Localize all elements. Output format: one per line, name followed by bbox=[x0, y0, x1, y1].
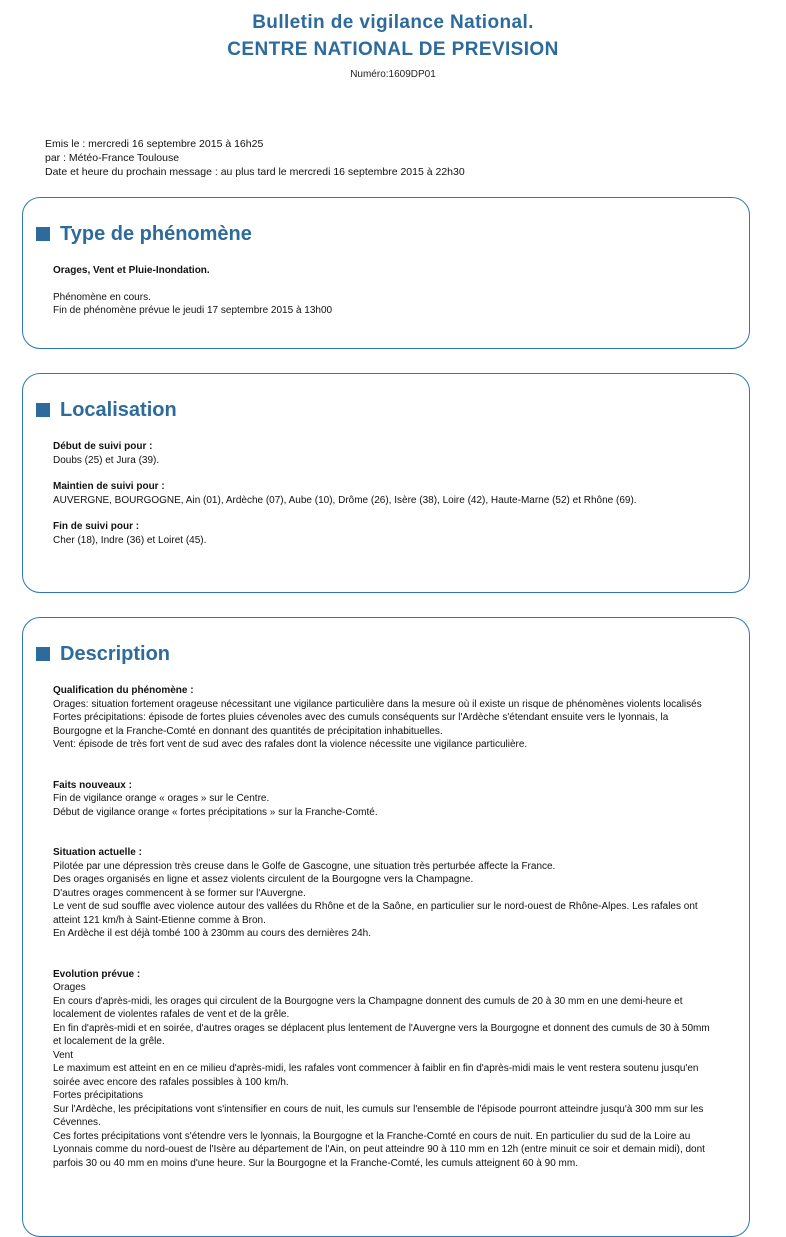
emission-info bbox=[45, 137, 465, 179]
description-panel bbox=[22, 617, 750, 1237]
faits-nouveaux-1: Fin de vigilance orange « orages » sur le Centre. bbox=[53, 793, 270, 804]
qualification-orages: Orages: situation fortement orageuse nécessitant une vigilance particulière dans la mesure où il existe un risque de phénomènes violents localisés bbox=[53, 698, 702, 710]
phenomenes-list: Orages, Vent et Pluie-Inondation. bbox=[53, 265, 210, 276]
localisation-heading bbox=[23, 396, 749, 424]
situation-5: En Ardèche il est déjà tombé 100 à 230mm au cours des dernières 24h. bbox=[53, 928, 371, 939]
evolution-1: Orages bbox=[53, 982, 86, 993]
faits-nouveaux-2: Début de vigilance orange « fortes précipitations » sur la Franche-Comté. bbox=[53, 806, 378, 818]
emis-par: par : Météo-France Toulouse bbox=[45, 152, 180, 164]
maintien-suivi-label: Maintien de suivi pour : bbox=[53, 481, 165, 492]
localisation-panel bbox=[22, 373, 750, 593]
type-phenomene-heading bbox=[23, 220, 749, 248]
fin-suivi-value: Cher (18), Indre (36) et Loiret (45). bbox=[53, 534, 207, 546]
centre-title: CENTRE NATIONAL DE PREVISION bbox=[227, 39, 559, 60]
bulletin-number: Numéro:1609DP01 bbox=[350, 69, 436, 80]
section-bullet-icon bbox=[36, 403, 50, 417]
evolution-7: Sur l'Ardèche, les précipitations vont s'intensifier en cours de nuit, les cumuls sur l'ensemble de l'épisode pourront atteindre jusqu'à 300 mm sur les Cévennes. bbox=[53, 1103, 704, 1128]
emis-le: Emis le : mercredi 16 septembre 2015 à 16h25 bbox=[45, 138, 264, 150]
situation-4: Le vent de sud souffle avec violence autour des vallées du Rhône et de la Saône, en particulier sur le nord-ouest de Rhône-Alpes. Les rafales ont atteint 121 km/h à Saint-Etienne comme à Bron. bbox=[53, 901, 698, 926]
description-title: Description bbox=[60, 642, 171, 665]
evolution-4: Vent bbox=[53, 1049, 74, 1061]
faits-nouveaux-label: Faits nouveaux : bbox=[53, 779, 132, 791]
phenomene-en-cours: Phénomène en cours. bbox=[53, 291, 151, 303]
qualification-vent: Vent: épisode de très fort vent de sud avec des rafales dont la violence nécessite une vigilance particulière. bbox=[53, 739, 528, 750]
evolution-8: Ces fortes précipitations vont s'étendre vers le lyonnais, la Bourgogne et la Franche-Comté en cours de nuit. En particulier du sud de la Loire au Lyonnais comme du nord-ouest de l'Isère au département de l'Ain, on peut atteindre 90 à 110 mm en 12h (entre minuit ce soir et demain midi), dont parfois 30 ou 40 mm en moins d'une heure. Sur la Bourgogne et la Franche-Comté, les cumuls atteignent 60 à 90 mm. bbox=[53, 1130, 705, 1169]
qualification-label: Qualification du phénomène : bbox=[53, 685, 194, 696]
situation-1: Pilotée par une dépression très creuse dans le Golfe de Gascogne, une situation très perturbée affecte la France. bbox=[53, 860, 556, 872]
section-bullet-icon bbox=[36, 647, 50, 661]
type-phenomene-title: Type de phénomène bbox=[60, 222, 252, 245]
fin-phenomene: Fin de phénomène prévue le jeudi 17 septembre 2015 à 13h00 bbox=[53, 305, 333, 316]
bulletin-title: Bulletin de vigilance National. bbox=[252, 12, 534, 33]
situation-actuelle-label: Situation actuelle : bbox=[53, 847, 142, 858]
debut-suivi-value: Doubs (25) et Jura (39). bbox=[53, 454, 160, 466]
situation-2: Des orages organisés en ligne et assez violents circulent de la Bourgogne vers la Champagne. bbox=[53, 874, 474, 885]
maintien-suivi-value: AUVERGNE, BOURGOGNE, Ain (01), Ardèche (07), Aube (10), Drôme (26), Isère (38), Loire (42), Haute-Marne (52) et Rhône (69). bbox=[53, 494, 637, 506]
prochain-message: Date et heure du prochain message : au plus tard le mercredi 16 septembre 2015 à 22h30 bbox=[45, 166, 465, 178]
evolution-3: En fin d'après-midi et en soirée, d'autres orages se déplacent plus lentement de l'Auvergne vers la Bourgogne et donnent des cumuls de 30 à 50mm et localement de la grêle. bbox=[53, 1022, 710, 1047]
section-bullet-icon bbox=[36, 227, 50, 241]
type-phenomene-panel bbox=[22, 197, 750, 349]
situation-3: D'autres orages commencent à se former sur l'Auvergne. bbox=[53, 887, 306, 899]
description-heading bbox=[23, 640, 749, 668]
localisation-title: Localisation bbox=[60, 398, 177, 421]
evolution-6: Fortes précipitations bbox=[53, 1090, 144, 1101]
qualification-precipitations: Fortes précipitations: épisode de fortes pluies cévenoles avec des cumuls conséquents sur l'Ardèche s'étendant ensuite vers le lyonnais, la Bourgogne et la Franche-Comté en donnant des quantités de précipitation inhabituelles. bbox=[53, 712, 669, 737]
evolution-2: En cours d'après-midi, les orages qui circulent de la Bourgogne vers la Champagne donnent des cumuls de 20 à 30 mm en une demi-heure et localement de violentes rafales de vent et de la grêle. bbox=[53, 995, 683, 1020]
bulletin-header bbox=[0, 0, 786, 80]
evolution-prevue-label: Evolution prévue : bbox=[53, 968, 141, 980]
debut-suivi-label: Début de suivi pour : bbox=[53, 441, 153, 452]
evolution-5: Le maximum est atteint en en ce milieu d'après-midi, les rafales vont commencer à faiblir en fin d'après-midi mais le vent restera soutenu jusqu'en soirée avec encore des rafales possibles à 100 km/h. bbox=[53, 1063, 699, 1088]
fin-suivi-label: Fin de suivi pour : bbox=[53, 521, 140, 532]
